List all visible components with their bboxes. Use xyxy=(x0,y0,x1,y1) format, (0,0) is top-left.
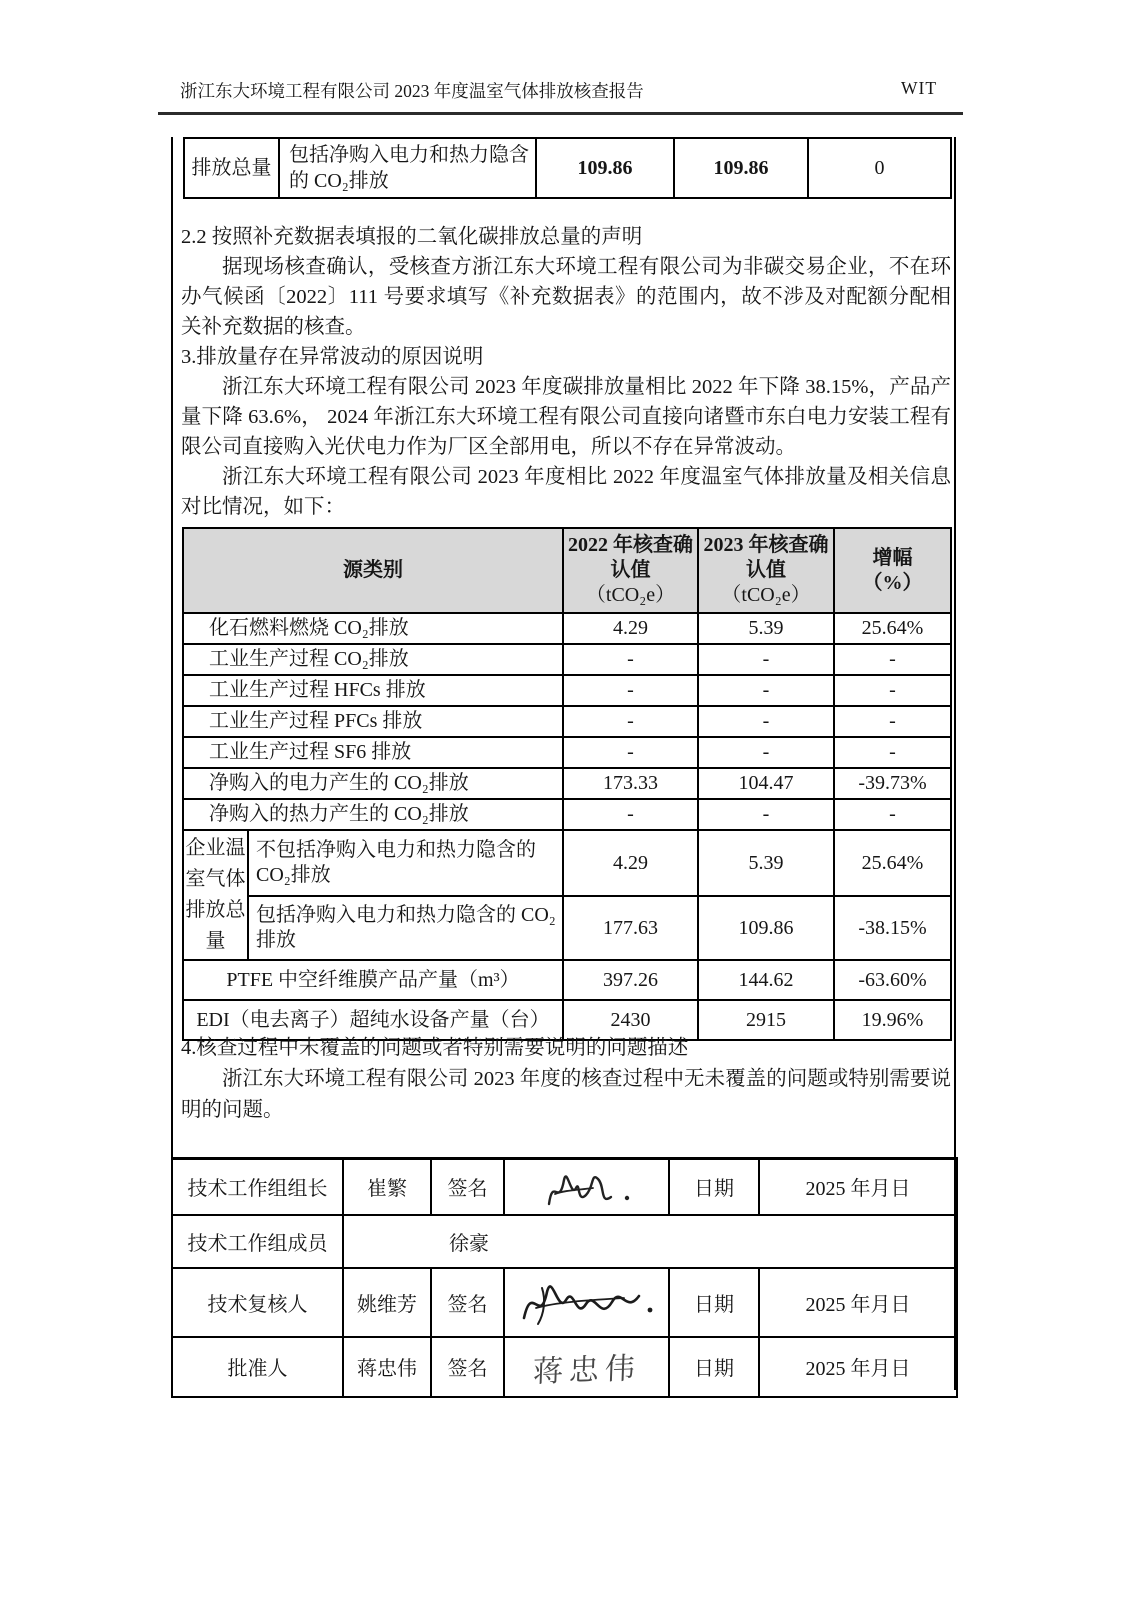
table-header-row xyxy=(183,528,951,613)
role-cell: 批准人 xyxy=(172,1337,343,1397)
table-row xyxy=(183,896,951,960)
row-2023-value: - xyxy=(698,737,834,768)
date-value-cell: 2025 年月日 xyxy=(759,1268,957,1337)
row-growth-value: -39.73% xyxy=(834,768,951,799)
section-4-heading: 4.核查过程中未覆盖的问题或者特别需要说明的问题描述 xyxy=(181,1037,689,1059)
section-3-paragraph-1: 浙江东大环境工程有限公司 2023 年度碳排放量相比 2022 年下降 38.15%，产品产量下降 63.6%， 2024 年浙江东大环境工程有限公司直接向诸暨市东白电力安装工程有限公司直接购入光伏电力作为厂区全部用电，所以不存在异常波动。 xyxy=(181,376,951,458)
row-label: 净购入的电力产生的 CO₂排放 xyxy=(183,768,563,799)
row-label: 工业生产过程 SF6 排放 xyxy=(183,737,563,768)
row-2023-value: 109.86 xyxy=(698,896,834,960)
member-name-cell: 徐豪 xyxy=(343,1215,957,1268)
row-label: 工业生产过程 HFCs 排放 xyxy=(183,675,563,706)
row-2022-value: 4.29 xyxy=(563,613,698,644)
sign-label-cell: 签名 xyxy=(431,1337,504,1397)
table-row xyxy=(183,830,951,896)
document-header-title: 浙江东大环境工程有限公司 2023 年度温室气体排放核查报告 xyxy=(180,81,644,101)
body-text-block xyxy=(181,222,951,522)
row-label: 不包括净购入电力和热力隐含的 CO₂排放 xyxy=(248,830,563,896)
row-2023-value: 144.62 xyxy=(698,960,834,1000)
table-row xyxy=(183,706,951,737)
signature-cell xyxy=(504,1159,669,1215)
row-2023-value: 5.39 xyxy=(698,830,834,896)
approver-handwritten-signature: 蒋忠伟 xyxy=(531,1351,641,1389)
section-4-paragraph: 浙江东大环境工程有限公司 2023 年度的核查过程中无未覆盖的问题或特别需要说明的问题。 xyxy=(181,1068,951,1121)
row-2022-value: - xyxy=(563,644,698,675)
row-label: 工业生产过程 CO₂排放 xyxy=(183,644,563,675)
leader-signature-scribble xyxy=(535,1164,639,1210)
row-2022-value: - xyxy=(563,675,698,706)
header-2023-title: 2023 年核查确认值 xyxy=(703,534,829,581)
row-label: 包括净购入电力和热力隐含的 CO₂排放 xyxy=(248,896,563,960)
signature-row-reviewer xyxy=(172,1268,957,1337)
role-cell: 技术工作组成员 xyxy=(172,1215,343,1268)
table-row xyxy=(183,768,951,799)
group-total-label: 企业温室气体排放总量 xyxy=(183,830,248,960)
row-2022-value: 173.33 xyxy=(563,768,698,799)
row-2022-value: - xyxy=(563,799,698,830)
table-row xyxy=(183,613,951,644)
role-cell: 技术工作组组长 xyxy=(172,1159,343,1215)
carryover-value-c: 0 xyxy=(808,138,951,198)
header-2023 xyxy=(698,528,834,613)
date-label-cell: 日期 xyxy=(669,1268,759,1337)
sign-label-cell: 签名 xyxy=(431,1268,504,1337)
signature-row-members xyxy=(172,1215,957,1268)
row-label: PTFE 中空纤维膜产品产量（m³） xyxy=(183,960,563,1000)
row-2023-value: - xyxy=(698,799,834,830)
header-growth-unit: （%） xyxy=(862,571,923,594)
row-2023-value: - xyxy=(698,706,834,737)
row-2022-value: - xyxy=(563,737,698,768)
header-rule xyxy=(158,112,963,115)
row-2023-value: 2915 xyxy=(698,1000,834,1040)
table-row xyxy=(183,960,951,1000)
row-2023-value: 5.39 xyxy=(698,613,834,644)
name-cell: 崔繁 xyxy=(343,1159,431,1215)
header-growth xyxy=(834,528,951,613)
date-value-cell: 2025 年月日 xyxy=(759,1159,957,1215)
header-growth-title: 增幅 xyxy=(872,546,913,569)
row-growth-value: - xyxy=(834,737,951,768)
row-label: 化石燃料燃烧 CO₂排放 xyxy=(183,613,563,644)
row-2023-value: 104.47 xyxy=(698,768,834,799)
table-row xyxy=(183,675,951,706)
row-growth-value: -63.60% xyxy=(834,960,951,1000)
table-row xyxy=(184,138,951,198)
row-growth-value: - xyxy=(834,644,951,675)
signature-row-leader xyxy=(172,1159,957,1215)
row-growth-value: 25.64% xyxy=(834,830,951,896)
signature-row-approver xyxy=(172,1337,957,1397)
role-cell: 技术复核人 xyxy=(172,1268,343,1337)
emission-comparison-table xyxy=(182,527,952,1041)
row-growth-value: - xyxy=(834,706,951,737)
name-cell: 姚维芳 xyxy=(343,1268,431,1337)
section-3-heading: 3.排放量存在异常波动的原因说明 xyxy=(181,346,484,368)
carryover-emission-table xyxy=(183,137,952,199)
row-2022-value: 2430 xyxy=(563,1000,698,1040)
row-2023-value: - xyxy=(698,675,834,706)
header-2022-unit: （tCO₂e） xyxy=(585,584,676,606)
row-2023-value: - xyxy=(698,644,834,675)
row-2022-value: - xyxy=(563,706,698,737)
signature-cell xyxy=(504,1337,669,1397)
row-label: EDI（电去离子）超纯水设备产量（台） xyxy=(183,1000,563,1040)
sign-label-cell: 签名 xyxy=(431,1159,504,1215)
row-2022-value: 4.29 xyxy=(563,830,698,896)
row-growth-value: 19.96% xyxy=(834,1000,951,1040)
header-2022-title: 2022 年核查确认值 xyxy=(568,534,693,581)
carryover-value-a: 109.86 xyxy=(536,138,674,198)
row-growth-value: 25.64% xyxy=(834,613,951,644)
section-3-paragraph-2: 浙江东大环境工程有限公司 2023 年度相比 2022 年度温室气体排放量及相关信息对比情况，如下： xyxy=(181,466,951,518)
row-growth-value: -38.15% xyxy=(834,896,951,960)
row-2022-value: 177.63 xyxy=(563,896,698,960)
header-2023-unit: （tCO₂e） xyxy=(721,584,811,606)
row-label: 工业生产过程 PFCs 排放 xyxy=(183,706,563,737)
row-growth-value: - xyxy=(834,799,951,830)
header-source: 源类别 xyxy=(183,528,563,613)
carryover-description-cell: 包括净购入电力和热力隐含的 CO₂排放 xyxy=(279,138,536,198)
row-2022-value: 397.26 xyxy=(563,960,698,1000)
carryover-category-cell: 排放总量 xyxy=(184,138,279,198)
date-label-cell: 日期 xyxy=(669,1159,759,1215)
section-4-block xyxy=(181,1033,951,1126)
signature-cell xyxy=(504,1268,669,1337)
row-growth-value: - xyxy=(834,675,951,706)
date-label-cell: 日期 xyxy=(669,1337,759,1397)
name-cell: 蒋忠伟 xyxy=(343,1337,431,1397)
table-row xyxy=(183,737,951,768)
date-value-cell: 2025 年月日 xyxy=(759,1337,957,1397)
carryover-value-b: 109.86 xyxy=(674,138,808,198)
section-2-2-heading: 2.2 按照补充数据表填报的二氧化碳排放总量的声明 xyxy=(181,226,643,248)
signature-table xyxy=(171,1157,958,1398)
reviewer-signature-scribble xyxy=(512,1274,662,1330)
section-2-2-paragraph: 据现场核查确认，受核查方浙江东大环境工程有限公司为非碳交易企业，不在环办气候函〔2022〕111 号要求填写《补充数据表》的范围内，故不涉及对配额分配相关补充数据的核查。 xyxy=(181,256,951,338)
table-row xyxy=(183,644,951,675)
header-2022 xyxy=(563,528,698,613)
table-row xyxy=(183,799,951,830)
document-header-mark: WIT xyxy=(901,78,938,98)
row-label: 净购入的热力产生的 CO₂排放 xyxy=(183,799,563,830)
